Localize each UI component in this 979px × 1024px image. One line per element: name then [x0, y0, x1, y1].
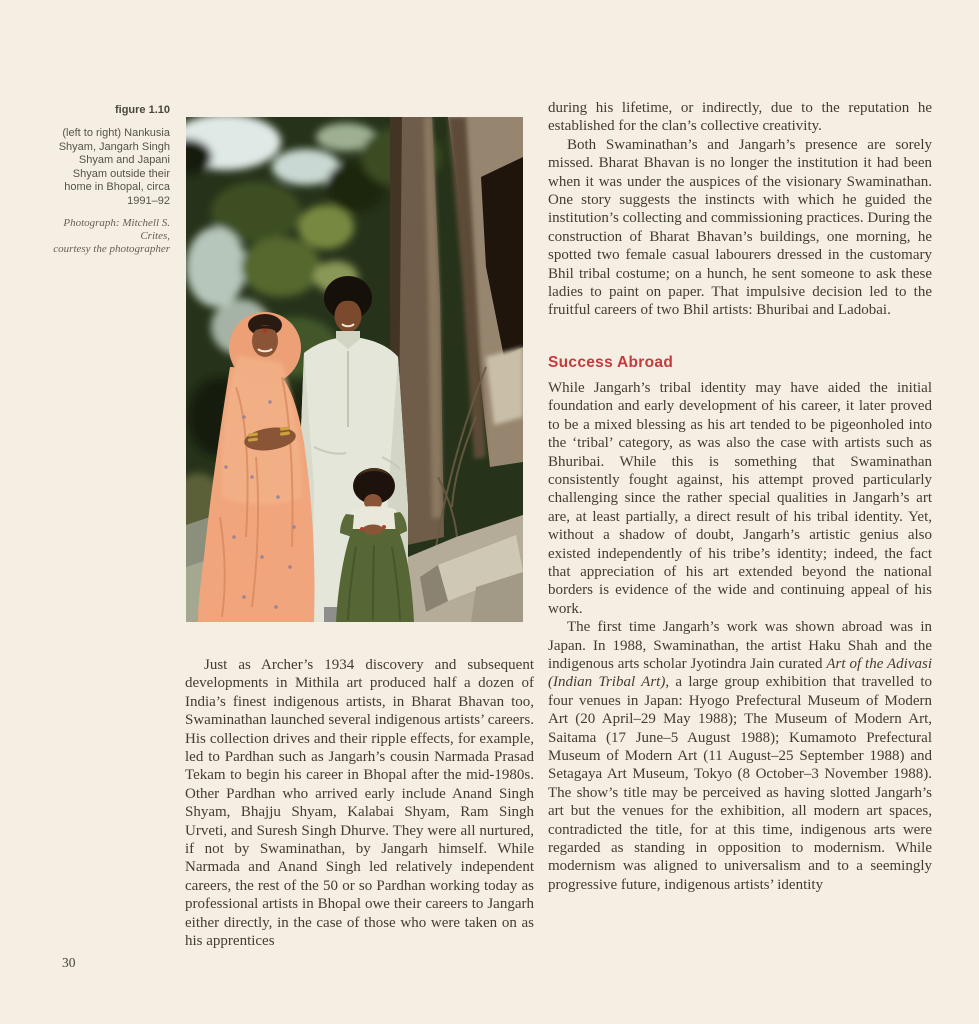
figure-label: figure 1.10: [114, 104, 170, 116]
figure-credit: [48, 217, 170, 256]
right-column-paragraph-2: Both Swaminathan’s and Jangarh’s presence are sorely missed. Bharat Bhavan is no longer the institution it had been when it was under the auspices of the visionary Swaminathan. One story suggests the instincts with which he guided the institution’s collecting and commissioning practices. During the construction of Bharat Bhavan’s buildings, one morning, he spotted two female casual labourers dressed in the customary Bhil tribal costume; on a hunch, he sent someone to ask these ladies to paint on paper. That impulsive decision led to the fruitful careers of two Bhil artists: Bhuribai and Ladobai.: [548, 136, 932, 319]
paragraph-4-text: The first time Jangarh’s work was shown abroad was in Japan. In 1988, Swaminathan, the artist Haku Shah and the indigenous arts scholar Jyotindra Jain curated: [548, 619, 932, 672]
left-column: [185, 656, 534, 951]
left-column-paragraph: Just as Archer’s 1934 discovery and subsequent developments in Mithila art produced half a dozen of India’s finest indigenous artists, in Bharat Bhavan too, Swaminathan launched several indigenous artists’ careers. His collection drives and their ripple effects, for example, led to Pardhan such as Jangarh’s cousin Narmada Prasad Tekam to begin his career in Bhopal after the mid-1980s. Other Pardhan who arrived early include Anand Singh Shyam, Bhajju Shyam, Kalabai Shyam, Ram Singh Urveti, and Suresh Singh Dhurve. They were all nurtured, if not by Swaminathan, by Jangarh himself. While Narmada and Anand Singh led relatively independent careers, the rest of the 50 or so Pardhan working today as professional artists in Bhopal owe their careers to Jangarh either directly, in the case of those who were taken on as his apprentices: [185, 657, 534, 950]
figure-caption-block: [48, 104, 170, 256]
section-heading-success-abroad: Success Abroad: [548, 353, 674, 371]
figure-credit-line1: Photograph: Mitchell S. Crites,: [63, 217, 170, 242]
book-title-italic: Art of the Adivasi (Indian Tribal Art): [548, 655, 932, 691]
figure-photo: [186, 117, 523, 622]
paragraph-4-text-continued: , a large group exhibition that travelled to four venues in Japan: Hyogo Prefectural Museum of Modern Art (20 April–29 May 1988); The Museum of Modern Art, Saitama (17 June–5 August 1988); Kumamoto Prefectural Museum of Modern Art (11 August–25 September 1988) and Setagaya Art Museum, Tokyo (8 October–3 November 1988). The show’s title may be perceived as having slotted Jangarh’s art but the venues for the exhibition, all modern art spaces, contradicted the title, for at this time, indigenous arts were regarded as standing in opposition to modernism. While modernism was aligned to universalism and to a seemingly progressive future, indigenous artists’ identity: [548, 674, 932, 893]
figure-caption-text: (left to right) Nankusia Shyam, Jangarh Singh Shyam and Japani Shyam outside their home in Bhopal, circa 1991–92: [58, 127, 170, 207]
right-column-paragraph-4: [548, 618, 932, 894]
right-column-paragraph-1: during his lifetime, or indirectly, due to the reputation he established for the clan’s collective creativity.: [548, 100, 932, 135]
photo-illustration: [186, 117, 523, 622]
page-number: 30: [62, 955, 76, 970]
right-column-paragraph-3: While Jangarh’s tribal identity may have aided the initial foundation and early development of his career, it later proved to be a mixed blessing as his art tended to be pigeonholed into the ‘tribal’ category, as was also the case with artists such as Bhuribai. While this is something that Swaminathan consistently fought against, his attempt proved particularly challenging since the rather special qualities in Jangarh’s art are, at least partially, a direct result of his tribal identity. Yet, without a shadow of doubt, Jangarh’s artistic genius also existed independently of his tribe’s identity; indeed, the fact that appreciation of his art extended beyond the national borders is evidence of the wide and continuing appeal of his work.: [548, 379, 932, 617]
right-column: [548, 99, 932, 894]
figure-credit-line2: courtesy the photographer: [53, 243, 170, 255]
